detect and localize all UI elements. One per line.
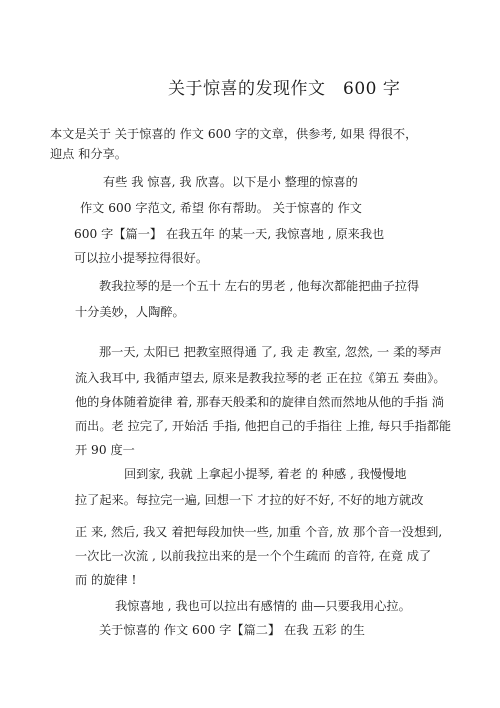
text-line: 他的身体随着旋律 着, 那春天般柔和的旋律自然而然地从他的手指 淌: [75, 395, 444, 409]
document-title: 关于惊喜的发现作文 600 字: [168, 79, 401, 99]
text-line: 可以拉小提琴拉得很好。: [74, 251, 209, 265]
text-line: 关于惊喜的 作文 600 字【篇二】 在我 五彩 的生: [99, 623, 365, 637]
text-line: 流入我耳中, 我循声望去, 原来是教我拉琴的老 正在拉《第五 奏曲》。: [75, 371, 446, 385]
text-line: 开 90 度一: [75, 443, 135, 457]
text-line: 迎点 和分享。: [50, 147, 127, 161]
text-line: 600 字【篇一】 在我五年 的某一天, 我惊喜地 , 原来我也: [74, 227, 385, 241]
text-line: 教我拉琴的是一个五十 左右的男老 , 他每次都能把曲子拉得: [99, 279, 420, 293]
text-line: 正 来, 然后, 我又 着把每段加快一些, 加重 个音, 放 那个音一没想到,: [75, 525, 443, 539]
text-line: 而 的旋律 !: [75, 573, 137, 587]
text-line: 作文 600 字范文, 希望 你有帮助。 关于惊喜的 作文: [80, 201, 362, 215]
text-line: 一次比一次流 , 以前我拉出来的是一个个生疏而 的音符, 在竟 成了: [75, 549, 432, 563]
text-line: 十分美妙，人陶醉。: [75, 305, 185, 319]
text-line: 回到家, 我就 上拿起小提琴, 着老 的 种感 , 我慢慢地: [124, 467, 407, 481]
text-line: 那一天, 太阳已 把教室照得通 了, 我 走 教室, 忽然, 一 柔的琴声: [99, 345, 442, 359]
text-line: 而出。老 拉完了, 开始活 手指, 他把自己的手指往 上推, 每只手指都能: [75, 419, 452, 433]
text-line: 拉了起来。每拉完一遍, 回想一下 才拉的好不好, 不好的地方就改: [75, 493, 424, 507]
text-line: 有些 我 惊喜, 我 欣喜。以下是小 整理的惊喜的: [103, 175, 358, 189]
text-line: 本文是关于 关于惊喜的 作文 600 字的文章，供参考, 如果 得很不，: [50, 127, 418, 141]
text-line: 我惊喜地 , 我也可以拉出有感情的 曲—只要我用心拉。: [115, 599, 411, 613]
